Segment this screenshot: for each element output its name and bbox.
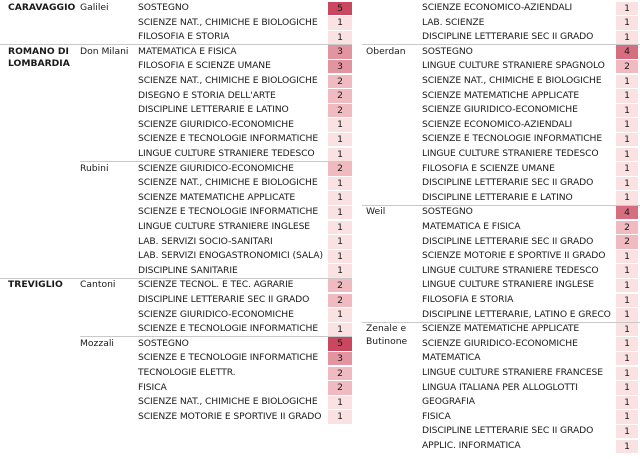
value-cell: 1 [328,323,352,337]
value-cell: 4 [616,206,638,220]
table-row [0,220,352,235]
value-cell: 1 [328,264,352,278]
subject-label: SCIENZE GIURIDICO-ECONOMICHE [138,308,294,320]
table-row [362,103,640,118]
value-cell: 1 [616,367,638,381]
value-cell: 1 [616,16,638,30]
table-row [362,293,640,308]
school-label: Weil [366,206,386,218]
value-cell: 1 [616,264,638,278]
value-cell: 1 [616,308,638,322]
value-cell: 2 [328,381,352,395]
value-cell: 1 [616,75,638,89]
table-row [0,103,352,118]
table-row [0,235,352,250]
table-row [0,278,352,293]
value-cell: 1 [616,148,638,162]
value-cell: 1 [616,104,638,118]
value-cell: 1 [616,31,638,45]
subject-label: SOSTEGNO [138,2,189,13]
subject-label: SCIENZE NAT., CHIMICHE E BIOLOGICHE [138,75,318,86]
value-cell: 1 [328,308,352,322]
subject-label: LINGUE CULTURE STRANIERE FRANCESE [422,367,603,378]
value-cell: 1 [328,118,352,132]
value-cell: 2 [616,235,638,249]
subject-label: MATEMATICA E FISICA [422,221,521,232]
subject-label: LINGUE CULTURE STRANIERE TEDESCO [422,148,599,159]
subject-label: SCIENZE E TECNOLOGIE INFORMATICHE [138,323,319,335]
table-row [362,162,640,177]
table-row [362,235,640,250]
table-row [362,351,640,366]
subject-label: DISCIPLINE LETTERARIE SEC II GRADO [422,425,594,437]
value-cell: 1 [616,2,638,16]
value-cell: 1 [328,148,352,162]
table-row [362,132,640,147]
table-row [362,191,640,206]
subject-label: SCIENZE TECNOL. E TEC. AGRARIE [138,279,294,291]
table-row [0,45,352,60]
value-cell: 1 [616,425,638,439]
table-row [362,30,640,45]
subject-label: LINGUE CULTURE STRANIERE TEDESCO [138,148,315,159]
table-row [362,395,640,410]
subject-label: SCIENZE MOTORIE E SPORTIVE II GRADO [422,250,606,262]
value-cell: 1 [616,352,638,366]
value-cell: 4 [616,45,638,59]
subject-label: DISCIPLINE LETTERARIE SEC II GRADO [422,177,594,189]
value-cell: 1 [328,31,352,45]
subject-label: LAB. SCIENZE [422,16,485,28]
subject-label: SCIENZE NAT., CHIMICHE E BIOLOGICHE [422,75,602,86]
value-cell: 1 [616,191,638,205]
subject-label: SCIENZE E TECNOLOGIE INFORMATICHE [422,133,603,145]
value-cell: 1 [616,89,638,103]
subject-label: LINGUE CULTURE STRANIERE SPAGNOLO [422,60,605,72]
subject-label: LINGUE CULTURE STRANIERE INGLESE [422,279,595,291]
value-cell: 1 [616,337,638,351]
value-cell: 1 [328,16,352,30]
table-row [362,220,640,235]
subject-label: DISCIPLINE LETTERARIE SEC II GRADO [422,235,594,247]
subject-label: SCIENZE E TECNOLOGIE INFORMATICHE [138,133,319,145]
value-cell: 1 [616,162,638,176]
value-cell: 1 [616,294,638,308]
subject-label: DISCIPLINE LETTERARIE SEC II GRADO [138,294,310,305]
subject-label: DISCIPLINE LETTERARIE E LATINO [422,191,573,203]
table-row [362,118,640,133]
value-cell: 3 [328,60,352,74]
school-label: Galilei [80,2,109,13]
table-row [362,410,640,425]
table-row [362,59,640,74]
school-label: Rubini [80,162,109,174]
table-row [362,176,640,191]
subject-label: SCIENZE MATEMATICHE APPLICATE [422,323,580,335]
table-row [0,1,352,16]
school-label: Don Milani [80,45,129,57]
school-label: Zenale e Butinone [366,323,408,347]
subject-label: SCIENZE GIURIDICO-ECONOMICHE [138,162,294,174]
table-row [0,74,352,89]
subject-label: SCIENZE E TECNOLOGIE INFORMATICHE [138,352,319,364]
table-row [0,322,352,337]
value-cell: 1 [328,410,352,424]
table-row [362,16,640,31]
table-row [362,147,640,162]
table-row [0,162,352,177]
value-cell: 2 [328,89,352,103]
subject-label: SCIENZE NAT., CHIMICHE E BIOLOGICHE [138,396,318,408]
city-label: ROMANO DI LOMBARDIA [8,45,70,70]
subject-label: SCIENZE ECONOMICO-AZIENDALI [422,118,573,130]
subject-label: SCIENZE MOTORIE E SPORTIVE II GRADO [138,410,322,422]
table-row [362,308,640,323]
subject-label: FILOSOFIA E SCIENZE UMANE [422,162,555,174]
table-column-right [362,0,640,459]
table-row [0,16,352,31]
subject-label: LAB. SERVIZI ENOGASTRONOMICI (SALA) [138,250,323,262]
school-label: Mozzali [80,337,114,349]
subject-label: GEOGRAFIA [422,396,475,408]
table-row [0,308,352,323]
table-row [362,249,640,264]
value-cell: 1 [616,410,638,424]
value-cell: 1 [616,396,638,410]
table-row [0,366,352,381]
subject-label: FILOSOFIA E SCIENZE UMANE [138,60,271,72]
subject-label: SOSTEGNO [138,337,189,349]
subject-label: LINGUE CULTURE STRANIERE INGLESE [138,221,311,232]
table-row [0,132,352,147]
table-row [0,59,352,74]
value-cell: 1 [328,221,352,235]
subject-label: DISEGNO E STORIA DELL'ARTE [138,89,276,101]
table-row [362,381,640,396]
value-cell: 1 [616,440,638,454]
table-row [0,147,352,162]
value-cell: 1 [328,177,352,191]
value-cell: 3 [328,352,352,366]
subject-label: MATEMATICA [422,352,481,364]
subject-label: SOSTEGNO [422,45,473,57]
subject-label: SCIENZE GIURIDICO-ECONOMICHE [138,118,294,130]
table-row [362,337,640,352]
table-row [0,395,352,410]
value-cell: 1 [616,177,638,191]
table-row [0,351,352,366]
subject-label: FISICA [422,410,451,422]
subject-label: SCIENZE MATEMATICHE APPLICATE [422,89,580,101]
table-row [0,205,352,220]
subject-label: DISCIPLINE LETTERARIE E LATINO [138,104,289,116]
table-row [362,89,640,104]
subject-label: SCIENZE NAT., CHIMICHE E BIOLOGICHE [138,177,318,189]
table-row [362,45,640,60]
table-row [362,74,640,89]
table-row [362,264,640,279]
subject-label: SCIENZE ECONOMICO-AZIENDALI [422,2,573,13]
table-row [362,322,640,337]
city-label: CARAVAGGIO [8,2,76,13]
value-cell: 1 [616,381,638,395]
subject-label: DISCIPLINE LETTERARIE SEC II GRADO [422,31,594,43]
table-row [0,293,352,308]
table-row [0,249,352,264]
subject-label: SCIENZE E TECNOLOGIE INFORMATICHE [138,206,319,218]
value-cell: 2 [616,60,638,74]
value-cell: 1 [616,250,638,264]
value-cell: 5 [328,337,352,351]
subject-label: LAB. SERVIZI SOCIO-SANITARI [138,235,273,247]
table-row [362,278,640,293]
value-cell: 2 [328,279,352,293]
value-cell: 1 [328,133,352,147]
value-cell: 2 [328,104,352,118]
table-row [0,381,352,396]
table-row [0,89,352,104]
table-row [0,30,352,45]
table-row [0,264,352,279]
subject-label: LINGUA ITALIANA PER ALLOGLOTTI [422,381,578,393]
value-cell: 3 [328,45,352,59]
table-row [0,118,352,133]
value-cell: 1 [328,396,352,410]
subject-label: MATEMATICA E FISICA [138,45,237,57]
subject-label: SCIENZE GIURIDICO-ECONOMICHE [422,104,578,116]
subject-label: SCIENZE GIURIDICO-ECONOMICHE [422,337,578,349]
city-label: TREVIGLIO [8,279,63,291]
value-cell: 1 [328,191,352,205]
table-row [362,205,640,220]
table-row [362,424,640,439]
subject-label: SCIENZE NAT., CHIMICHE E BIOLOGICHE [138,16,318,28]
subject-label: APPLIC. INFORMATICA [422,440,521,451]
subject-label: FILOSOFIA E STORIA [138,31,230,43]
table-row [0,176,352,191]
subject-label: FILOSOFIA E STORIA [422,294,514,305]
table-row [362,1,640,16]
subject-label: SOSTEGNO [422,206,473,218]
subject-label: DISCIPLINE LETTERARIE, LATINO E GRECO [422,308,611,320]
value-cell: 1 [616,323,638,337]
value-cell: 1 [328,235,352,249]
subject-label: DISCIPLINE SANITARIE [138,264,238,276]
school-label: Cantoni [80,279,116,291]
subject-label: FISICA [138,381,167,393]
value-cell: 2 [328,367,352,381]
table-row [0,337,352,352]
subject-label: TECNOLOGIE ELETTR. [138,367,236,378]
table-row [0,191,352,206]
school-label: Oberdan [366,45,406,57]
value-cell: 2 [328,75,352,89]
value-cell: 1 [328,250,352,264]
value-cell: 1 [616,133,638,147]
table-row [362,366,640,381]
table-row [362,439,640,454]
value-cell: 5 [328,2,352,16]
value-cell: 2 [328,162,352,176]
table-row [0,410,352,425]
value-cell: 1 [616,118,638,132]
value-cell: 2 [328,294,352,308]
subject-label: SCIENZE MATEMATICHE APPLICATE [138,191,296,203]
value-cell: 1 [616,279,638,293]
value-cell: 2 [616,221,638,235]
value-cell: 1 [328,206,352,220]
subject-label: LINGUE CULTURE STRANIERE TEDESCO [422,264,599,276]
